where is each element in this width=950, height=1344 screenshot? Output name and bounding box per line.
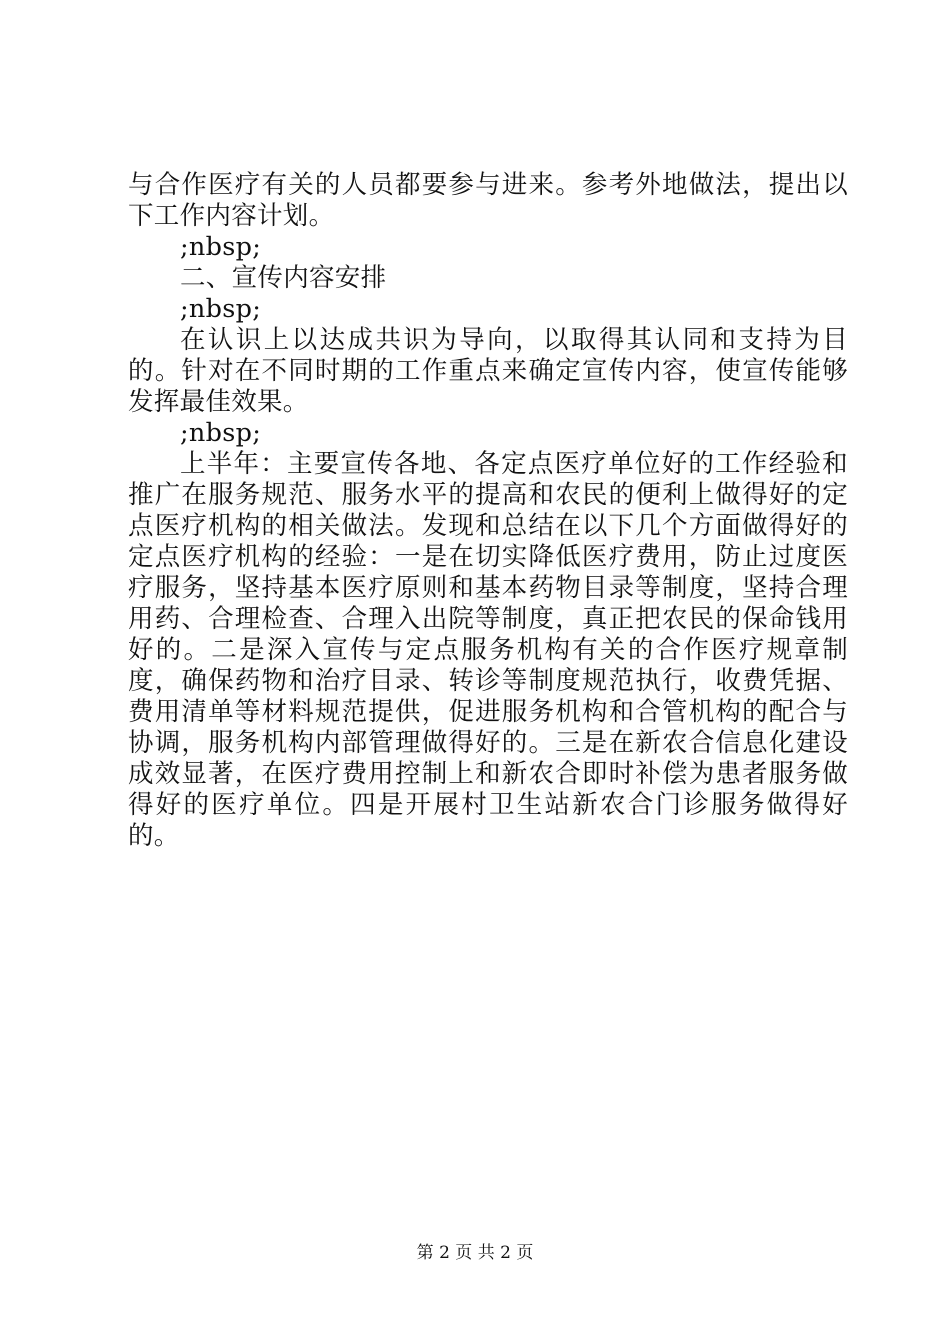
- paragraph-6: ;nbsp;: [180, 418, 262, 448]
- document-body: [128, 170, 848, 852]
- paragraph-5: 在认识上以达成共识为导向，以取得其认同和支持为目的。针对在不同时期的工作重点来确定宣传内容，使宣传能够发挥最佳效果。: [128, 325, 848, 417]
- section-heading: 二、宣传内容安排: [180, 263, 387, 293]
- paragraph-7: 上半年：主要宣传各地、各定点医疗单位好的工作经验和推广在服务规范、服务水平的提高和农民的便利上做得好的定点医疗机构的相关做法。发现和总结在以下几个方面做得好的定点医疗机构的经验：一是在切实降低医疗费用，防止过度医疗服务，坚持基本医疗原则和基本药物目录等制度，坚持合理用药、合理检查、合理入出院等制度，真正把农民的保命钱用好的。二是深入宣传与定点服务机构有关的合作医疗规章制度，确保药物和治疗目录、转诊等制度规范执行，收费凭据、费用清单等材料规范提供，促进服务机构和合管机构的配合与协调，服务机构内部管理做得好的。三是在新农合信息化建设成效显著，在医疗费用控制上和新农合即时补偿为患者服务做得好的医疗单位。四是开展村卫生站新农合门诊服务做得好的。: [128, 449, 848, 851]
- paragraph-1: 与合作医疗有关的人员都要参与进来。参考外地做法，提出以下工作内容计划。: [128, 170, 848, 231]
- paragraph-2: ;nbsp;: [180, 232, 262, 262]
- page-number-footer: 第 2 页 共 2 页: [416, 1243, 534, 1263]
- paragraph-4: ;nbsp;: [180, 294, 262, 324]
